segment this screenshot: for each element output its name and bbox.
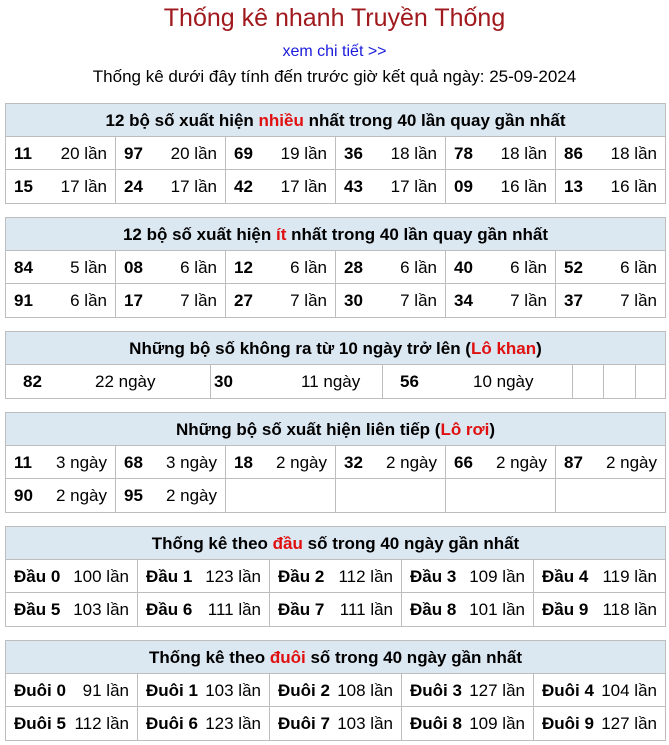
table-cell — [270, 560, 402, 593]
table-cell — [556, 251, 665, 284]
number: 91 — [14, 291, 33, 310]
number: Đuôi 6 — [146, 714, 198, 733]
duoi-grid — [6, 674, 665, 740]
table-cell — [556, 137, 665, 170]
count: 6 lần — [400, 258, 437, 277]
most-frequent-table — [5, 103, 666, 204]
table-cell — [402, 707, 534, 740]
lo-khan-header: Những bộ số không ra từ 10 ngày trở lên (Lô khan) — [6, 332, 665, 365]
table-cell — [6, 137, 116, 170]
most-frequent-header: 12 bộ số xuất hiện nhiều nhất trong 40 lần quay gần nhất — [6, 104, 665, 137]
count: 11 ngày — [301, 372, 361, 391]
count: 127 lần — [469, 681, 525, 700]
table-cell — [116, 479, 226, 512]
number: Đầu 0 — [14, 567, 61, 586]
number: Đầu 7 — [278, 600, 325, 619]
count: 103 lần — [205, 681, 261, 700]
count: 18 lần — [610, 144, 657, 163]
count: 123 lần — [205, 567, 261, 586]
table-cell — [402, 674, 534, 707]
table-cell — [534, 560, 665, 593]
count: 17 lần — [280, 177, 327, 196]
number: 87 — [564, 453, 583, 472]
lo-roi-grid — [6, 446, 665, 512]
least-frequent-header: 12 bộ số xuất hiện ít nhất trong 40 lần quay gần nhất — [6, 218, 665, 251]
detail-link[interactable]: xem chi tiết >> — [282, 43, 387, 60]
table-cell — [6, 170, 116, 203]
number: 28 — [344, 258, 363, 277]
least-frequent-table — [5, 217, 666, 318]
number: Đuôi 8 — [410, 714, 462, 733]
table-cell — [138, 674, 270, 707]
table-cell — [383, 365, 573, 398]
table-cell — [446, 479, 556, 512]
number: Đầu 2 — [278, 567, 325, 586]
count: 6 lần — [620, 258, 657, 277]
table-cell — [604, 365, 636, 398]
number: 42 — [234, 177, 253, 196]
table-cell — [6, 674, 138, 707]
number: 12 — [234, 258, 253, 277]
count: 111 lần — [207, 600, 261, 619]
number: 36 — [344, 144, 363, 163]
table-cell — [636, 365, 665, 398]
number: 78 — [454, 144, 473, 163]
table-cell — [116, 137, 226, 170]
table-cell — [6, 479, 116, 512]
table-cell — [534, 674, 665, 707]
count: 16 lần — [610, 177, 657, 196]
number: Đuôi 2 — [278, 681, 330, 700]
number: Đầu 3 — [410, 567, 457, 586]
count: 17 lần — [390, 177, 437, 196]
count: 7 lần — [400, 291, 437, 310]
number: 09 — [454, 177, 473, 196]
count: 6 lần — [510, 258, 547, 277]
number: Đuôi 4 — [542, 681, 594, 700]
highlight-word: đầu — [272, 534, 303, 553]
table-cell — [6, 251, 116, 284]
table-cell — [336, 479, 446, 512]
count: 91 lần — [82, 681, 129, 700]
table-cell — [116, 446, 226, 479]
number: 52 — [564, 258, 583, 277]
table-cell — [336, 446, 446, 479]
lo-roi-table — [5, 412, 666, 513]
number: Đầu 5 — [14, 600, 61, 619]
dau-grid — [6, 560, 665, 626]
number: Đầu 8 — [410, 600, 457, 619]
count: 3 ngày — [55, 453, 107, 472]
count: 6 lần — [180, 258, 217, 277]
number: 68 — [124, 453, 143, 472]
highlight-word: Lô khan — [470, 339, 537, 358]
table-cell — [226, 137, 336, 170]
count: 6 lần — [290, 258, 327, 277]
table-cell — [6, 365, 211, 398]
table-cell — [138, 560, 270, 593]
number: 15 — [14, 177, 33, 196]
number: 84 — [14, 258, 33, 277]
number: 97 — [124, 144, 143, 163]
table-cell — [6, 560, 138, 593]
number: 18 — [234, 453, 253, 472]
table-cell — [270, 593, 402, 626]
number: 17 — [124, 291, 143, 310]
count: 2 ngày — [165, 486, 217, 505]
number: 30 — [214, 372, 233, 391]
number: 43 — [344, 177, 363, 196]
number: 13 — [564, 177, 583, 196]
number: 37 — [564, 291, 583, 310]
number: 90 — [14, 486, 33, 505]
count: 7 lần — [510, 291, 547, 310]
count: 7 lần — [180, 291, 217, 310]
count: 16 lần — [500, 177, 547, 196]
count: 10 ngày — [473, 372, 534, 391]
number: Đuôi 1 — [146, 681, 198, 700]
number: 56 — [400, 372, 419, 391]
table-cell — [6, 284, 116, 317]
count: 3 ngày — [165, 453, 217, 472]
table-cell — [270, 674, 402, 707]
count: 112 lần — [338, 567, 393, 586]
count: 127 lần — [601, 714, 657, 733]
number: Đuôi 3 — [410, 681, 462, 700]
number: Đầu 6 — [146, 600, 193, 619]
table-cell — [573, 365, 604, 398]
count: 2 ngày — [385, 453, 437, 472]
page-title: Thống kê nhanh Truyền Thống — [163, 4, 506, 32]
table-cell — [336, 251, 446, 284]
count: 5 lần — [70, 258, 107, 277]
duoi-table — [5, 640, 666, 741]
table-cell — [6, 707, 138, 740]
number: 08 — [124, 258, 143, 277]
highlight-word: ít — [276, 225, 287, 244]
count: 100 lần — [73, 567, 129, 586]
highlight-word: nhiều — [258, 111, 304, 130]
table-cell — [556, 479, 665, 512]
number: 66 — [454, 453, 473, 472]
number: Đầu 4 — [542, 567, 589, 586]
table-cell — [534, 593, 665, 626]
count: 118 lần — [602, 600, 657, 619]
number: 32 — [344, 453, 363, 472]
number: Đuôi 9 — [542, 714, 594, 733]
count: 17 lần — [60, 177, 107, 196]
table-cell — [556, 170, 665, 203]
table-cell — [6, 593, 138, 626]
number: 82 — [23, 372, 42, 391]
count: 19 lần — [280, 144, 327, 163]
count: 103 lần — [73, 600, 129, 619]
count: 108 lần — [337, 681, 393, 700]
number: 24 — [124, 177, 143, 196]
table-cell — [138, 707, 270, 740]
table-cell — [116, 251, 226, 284]
number: 11 — [14, 453, 32, 472]
count: 22 ngày — [95, 372, 156, 391]
lo-khan-table — [5, 331, 666, 399]
table-cell — [534, 707, 665, 740]
table-cell — [556, 284, 665, 317]
count: 7 lần — [290, 291, 327, 310]
table-cell — [446, 446, 556, 479]
count: 123 lần — [205, 714, 261, 733]
number: 27 — [234, 291, 253, 310]
count: 2 ngày — [275, 453, 327, 472]
table-cell — [138, 593, 270, 626]
count: 109 lần — [469, 567, 525, 586]
count: 103 lần — [337, 714, 393, 733]
highlight-word: đuôi — [269, 648, 306, 667]
number: 95 — [124, 486, 143, 505]
table-cell — [446, 137, 556, 170]
table-cell — [556, 446, 665, 479]
table-cell — [211, 365, 383, 398]
count: 2 ngày — [55, 486, 107, 505]
most-frequent-grid — [6, 137, 665, 203]
table-cell — [226, 446, 336, 479]
number: Đuôi 7 — [278, 714, 330, 733]
highlight-word: Lô rơi — [440, 420, 490, 439]
table-cell — [270, 707, 402, 740]
dau-table — [5, 526, 666, 627]
table-cell — [402, 560, 534, 593]
dau-header: Thống kê theo đầu số trong 40 ngày gần nhất — [6, 527, 665, 560]
count: 7 lần — [620, 291, 657, 310]
count: 6 lần — [70, 291, 107, 310]
number: Đuôi 5 — [14, 714, 66, 733]
count: 2 ngày — [495, 453, 547, 472]
count: 112 lần — [74, 714, 129, 733]
table-cell — [226, 479, 336, 512]
lo-roi-header: Những bộ số xuất hiện liên tiếp (Lô rơi) — [6, 413, 665, 446]
count: 109 lần — [469, 714, 525, 733]
number: 34 — [454, 291, 473, 310]
table-cell — [6, 446, 116, 479]
number: Đầu 9 — [542, 600, 589, 619]
duoi-header: Thống kê theo đuôi số trong 40 ngày gần nhất — [6, 641, 665, 674]
number: Đầu 1 — [146, 567, 193, 586]
count: 18 lần — [390, 144, 437, 163]
number: 30 — [344, 291, 363, 310]
table-cell — [116, 284, 226, 317]
least-frequent-grid — [6, 251, 665, 317]
count: 119 lần — [602, 567, 657, 586]
count: 20 lần — [170, 144, 217, 163]
number: Đuôi 0 — [14, 681, 66, 700]
table-cell — [446, 284, 556, 317]
number: 11 — [14, 144, 32, 163]
table-cell — [446, 170, 556, 203]
count: 2 ngày — [605, 453, 657, 472]
count: 104 lần — [601, 681, 657, 700]
number: 69 — [234, 144, 253, 163]
table-cell — [336, 137, 446, 170]
table-cell — [402, 593, 534, 626]
table-cell — [226, 170, 336, 203]
number: 86 — [564, 144, 583, 163]
table-cell — [116, 170, 226, 203]
number: 40 — [454, 258, 473, 277]
count: 111 lần — [339, 600, 393, 619]
lo-khan-row — [6, 365, 665, 398]
page-subtitle: Thống kê dưới đây tính đến trước giờ kết quả ngày: 25-09-2024 — [92, 67, 577, 86]
table-cell — [336, 170, 446, 203]
count: 20 lần — [60, 144, 107, 163]
table-cell — [226, 251, 336, 284]
table-cell — [226, 284, 336, 317]
count: 101 lần — [469, 600, 525, 619]
count: 18 lần — [500, 144, 547, 163]
table-cell — [336, 284, 446, 317]
count: 17 lần — [170, 177, 217, 196]
table-cell — [446, 251, 556, 284]
